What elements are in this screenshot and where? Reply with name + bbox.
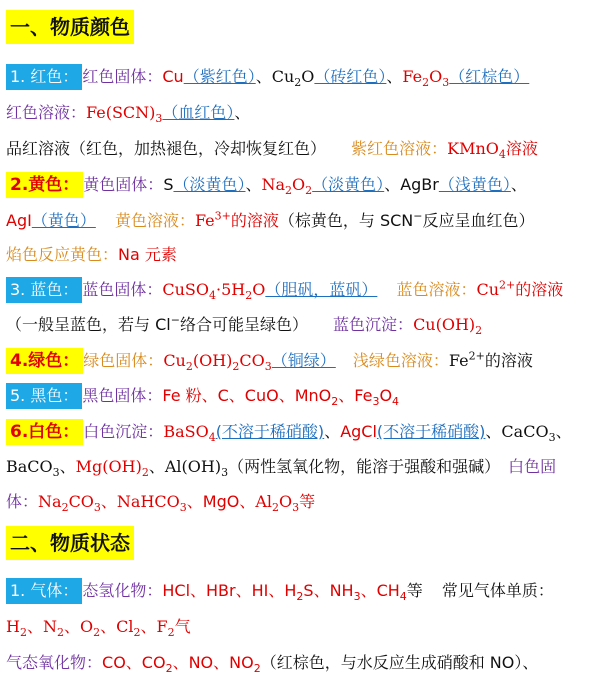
red-solution-line: 红色溶液：$Fe(SCN)_3$（血红色）、 (6, 103, 251, 126)
white-precip-line-2: BaCO$_3$、$Mg(OH)_2$、$Al(OH)_3$（两性氢氧化物，能溶于强酸和强碱） 白色固 (6, 457, 557, 480)
white-precip-line: 6.白色： 白色沉淀：BaSO$_4$(不溶于稀硝酸)、AgCl(不溶于稀硝酸)、CaCO$_3$、 (6, 419, 609, 445)
blue-solid-line: 3. 蓝色： 蓝色固体：$CuSO_4\cdot 5H_2O$（胆矾，蓝矾） 蓝色溶液：$Cu^{2+}$的溶液 (6, 277, 609, 303)
white-solid-line: 体：$Na_2CO_3$、NaHCO$_3$、MgO、$Al_2O_3$等 (6, 492, 316, 515)
section-title-states: 二、物质状态 (6, 526, 134, 560)
section-title-colors: 一、物质颜色 (6, 10, 134, 44)
gas-hydride-line: 1. 气体： 态氢化物：HCl、HBr、HI、$H_2S$、$NH_3$、$CH_4$等 常见气体单质： (6, 578, 609, 604)
flame-line: 焰色反应黄色：Na 元素 (6, 245, 177, 264)
red-solid-line: 1. 红色： 红色固体：Cu（紫红色）、$Cu_2O$（砖红色）、$Fe_2O_3$（红棕色） (6, 64, 609, 90)
category-label-blue: 3. 蓝色： (6, 277, 82, 303)
gas-elements-line: $H_2$、$N_2$、$O_2$、$Cl_2$、$F_2$气 (6, 617, 191, 640)
blue-note-line: （一般呈蓝色，若与 Cl−络合可能呈绿色） 蓝色沉淀：$Cu(OH)_2$ (6, 313, 483, 338)
category-label-black: 5. 黑色： (6, 383, 82, 409)
green-line: 4.绿色： 绿色固体：$Cu_2(OH)_2CO_3$（铜绿） 浅绿色溶液：$Fe^{2+}$的溶液 (6, 348, 609, 374)
category-label-yellow: 2.黄色： (6, 172, 83, 198)
category-label-red: 1. 红色： (6, 64, 82, 90)
yellow-solution-line: AgI（黄色） 黄色溶液：$Fe^{3+}$的溶液（棕黄色，与 SCN−反应呈血红色） (6, 209, 535, 230)
yellow-solid-line: 2.黄色： 黄色固体：S（淡黄色）、$Na_2O_2$（淡黄色）、AgBr（浅黄色）、 (6, 172, 609, 198)
category-label-green: 4.绿色： (6, 348, 83, 374)
gas-oxide-line: 气态氧化物：CO、$CO_2$、NO、$NO_2$（红棕色，与水反应生成硝酸和 NO）、 (6, 653, 539, 676)
pinhong-line: 品红溶液（红色，加热褪色，冷却恢复红色） 紫红色溶液：KMnO$_4$溶液 (6, 139, 538, 162)
black-line: 5. 黑色： 黑色固体：Fe 粉、C、CuO、MnO$_2$、$Fe_3O_4$ (6, 383, 609, 409)
category-label-white: 6.白色： (6, 419, 83, 445)
category-label-gas: 1. 气体： (6, 578, 82, 604)
